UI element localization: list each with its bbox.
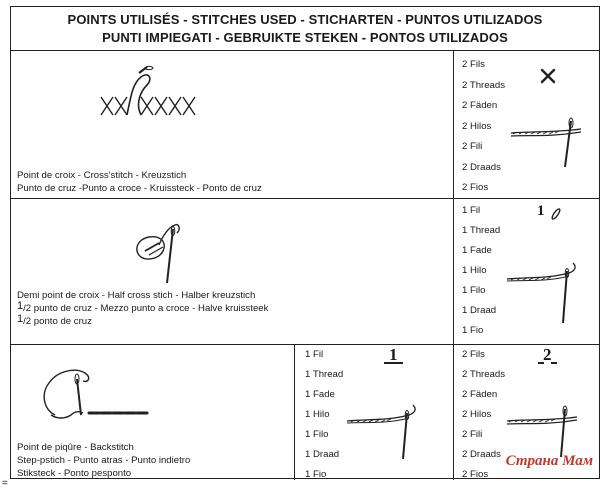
footer-mark: = [2,478,8,489]
stitch-name: Stiksteck - Ponto pesponto [17,468,132,479]
thread-count: 1 Fio [462,325,484,336]
needle-one-thread-icon [507,257,587,327]
thread-count: 1 Fade [462,245,492,256]
thread-count: 1 Fio [305,469,327,480]
stitch-name [17,315,268,328]
header-line-1: POINTS UTILISÉS - STITCHES USED - STICHARTEN - PUNTOS UTILIZADOS [67,12,543,27]
thread-count: 2 Fios [462,182,489,193]
thread-count: 2 Fäden [462,389,498,400]
half-symbol-slash-icon [549,207,563,221]
column-divider [294,345,295,480]
half-cross-stitch-section [11,199,599,345]
site-watermark: Страна Мам [505,453,593,469]
thread-mark-two [538,347,557,364]
thread-count-list-two [462,345,505,485]
thread-count: 1 Hilo [462,265,487,276]
header [11,7,599,51]
thread-count: 1 Filo [305,429,329,440]
thread-count: 2 Fäden [462,100,498,111]
mark-label: 2 [543,345,552,364]
thread-count: 1 Hilo [305,409,330,420]
thread-count: 2 Fils [462,349,485,360]
thread-count: 1 Fade [305,389,335,400]
thread-count: 1 Fil [462,205,481,216]
stitch-name: Point de croix - Cross'stitch - Kreuzstich [17,170,187,181]
thread-count: 1 Fil [305,349,324,360]
thread-count: 2 Draads [462,449,501,460]
half-cross-stitch-illustration-icon [129,217,199,287]
header-line-2: PUNTI IMPIEGATI - GEBRUIKTE STEKEN - PONTOS UTILIZADOS [102,30,508,45]
thread-count-list [462,201,500,341]
stitch-name-text: /2 ponto de cruz [23,316,92,327]
thread-mark-one [384,347,403,364]
thread-count: 2 Draads [462,161,501,173]
stitch-name [17,302,268,315]
thread-count: 1 Thread [305,369,344,380]
thread-count: 2 Fios [462,469,489,480]
column-divider [453,199,454,344]
needle-two-threads-icon [511,111,591,171]
backstitch-illustration-icon [35,359,175,429]
thread-count: 2 Hilos [462,120,492,132]
thread-count: 1 Filo [462,285,486,296]
stitch-name: Point de piqûre - Backstitch [17,442,134,453]
half-cross-stitch-names [17,289,268,328]
stitch-name: Demi point de croix - Half cross stich - Halber kreuzstich [17,290,256,301]
thread-count: 2 Hilos [462,409,492,420]
thread-count: 1 Draad [305,449,340,460]
mark-label: 1 [389,345,398,364]
thread-count-list-one [305,345,343,485]
backstitch-names [17,441,190,480]
stitch-name-text: /2 punto de cruz - Mezzo punto a croce - Halve kruissteek [23,303,269,314]
stitch-legend-sheet [10,6,600,479]
cross-stitch-names [17,169,262,195]
cross-stitch-illustration-icon [91,65,211,135]
fraction-numerator: 1 [17,313,24,325]
fraction-numerator: 1 [17,300,24,312]
cross-stitch-section [11,51,599,199]
stitch-name: Step-pstich - Punto atras - Punto indietro [17,455,191,466]
thread-count: 2 Threads [462,79,506,91]
cross-symbol-icon [539,67,557,85]
thread-count-list [462,55,505,199]
column-divider [453,345,454,480]
stitch-name: Punto de cruz -Punto a croce - Kruissteck - Ponto de cruz [17,183,262,194]
symbol-label: 1 [537,203,545,219]
thread-count: 1 Draad [462,305,497,316]
half-stitch-symbol [537,203,545,220]
thread-count: 2 Fili [462,429,483,440]
needle-one-thread-icon [347,401,427,461]
thread-count: 1 Thread [462,225,501,236]
thread-count: 2 Fili [462,141,483,152]
needle-two-threads-icon [507,399,587,459]
column-divider [453,51,454,198]
thread-count: 2 Fils [462,59,485,70]
thread-count: 2 Threads [462,369,506,380]
